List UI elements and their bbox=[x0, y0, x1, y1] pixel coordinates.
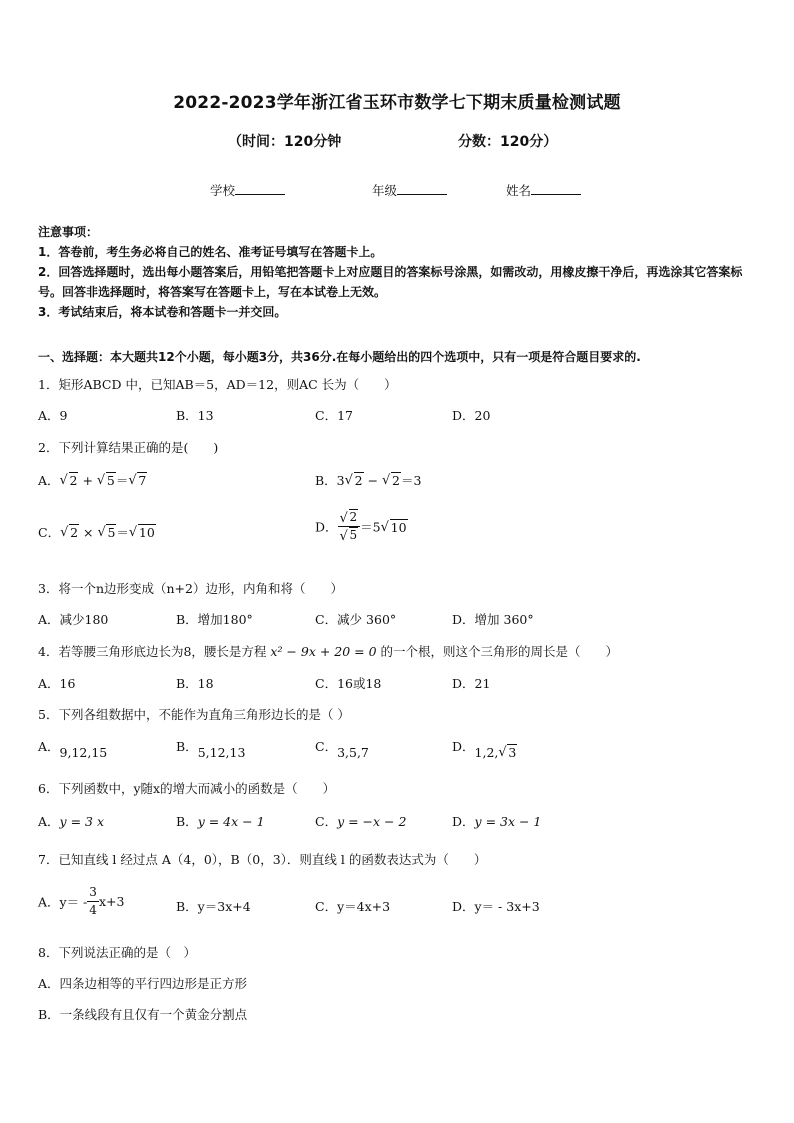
option-c: C．3,5,7 bbox=[315, 739, 369, 760]
school-field: 学校 bbox=[210, 181, 285, 199]
section-heading: 一、选择题：本大题共12个小题，每小题3分，共36分.在每小题给出的四个选项中，只有一项是符合题目要求的. bbox=[38, 350, 641, 364]
notice-item: 3．考试结束后，将本试卷和答题卡一并交回。 bbox=[38, 305, 287, 319]
option-b: B．3 √ 2 − √ 2＝3 bbox=[315, 473, 422, 488]
notice-heading: 注意事项： bbox=[38, 225, 99, 239]
question-stem: 5．下列各组数据中，不能作为直角三角形边长的是（ ） bbox=[38, 707, 350, 722]
option-d: D．21 bbox=[452, 676, 491, 691]
option-a: A．9,12,15 bbox=[38, 739, 108, 760]
question-stem: 7．已知直线 l 经过点 A（4，0），B（0，3）．则直线 l 的函数表达式为（ ） bbox=[38, 852, 487, 867]
option-d: D． √ 2 √ 5 ＝5 √ 10 bbox=[315, 510, 407, 544]
option-c: C．y＝4x+3 bbox=[315, 899, 391, 914]
question-stem: 1．矩形ABCD 中，已知AB＝5，AD＝12，则AC 长为（ ） bbox=[38, 377, 397, 392]
option-b: B．5,12,13 bbox=[176, 739, 246, 760]
option-d: D．1,2, √ 3 bbox=[452, 739, 517, 760]
name-blank[interactable] bbox=[531, 182, 581, 195]
question-stem: 2．下列计算结果正确的是( ) bbox=[38, 440, 219, 455]
option-c: C．y = −x − 2 bbox=[315, 814, 407, 829]
option-a: A．四条边相等的平行四边形是正方形 bbox=[38, 976, 248, 991]
school-blank[interactable] bbox=[235, 182, 285, 195]
notice-block bbox=[38, 222, 760, 322]
option-a: A．9 bbox=[38, 408, 68, 423]
question-stem: 4．若等腰三角形底边长为8，腰长是方程 x² − 9x + 20 = 0 的一个根，则这个三角形的周长是（ ） bbox=[38, 644, 619, 659]
name-field: 姓名 bbox=[506, 181, 581, 199]
option-c: C．16或18 bbox=[315, 676, 382, 691]
exam-time: （时间：120分钟 bbox=[228, 134, 342, 150]
option-d: D．y＝ - 3x+3 bbox=[452, 899, 540, 914]
option-a: A． √ 2 + √ 5＝ √ 7 bbox=[38, 473, 147, 488]
option-a: A．y＝ - $\frac{3}{4}$ x+3 bbox=[38, 885, 125, 917]
option-d: D．增加 360° bbox=[452, 612, 534, 627]
option-b: B．13 bbox=[176, 408, 214, 423]
grade-blank[interactable] bbox=[397, 182, 447, 195]
option-b: B．一条线段有且仅有一个黄金分割点 bbox=[38, 1007, 248, 1022]
question-stem: 6．下列函数中，y随x的增大而减小的函数是（ ） bbox=[38, 781, 336, 796]
notice-item: 2．回答选择题时，选出每小题答案后，用铅笔把答题卡上对应题目的答案标号涂黑，如需改动，用橡皮擦干净后，再选涂其它答案标号。回答非选择题时，将答案写在答题卡上，写在本试卷上无效。 bbox=[38, 265, 743, 299]
option-c: C．17 bbox=[315, 408, 353, 423]
option-d: D．y = 3x − 1 bbox=[452, 814, 542, 829]
option-d: D．20 bbox=[452, 408, 491, 423]
grade-field: 年级 bbox=[372, 181, 447, 199]
option-c: C．减少 360° bbox=[315, 612, 397, 627]
option-b: B．18 bbox=[176, 676, 214, 691]
page-title: 2022-2023学年浙江省玉环市数学七下期末质量检测试题 bbox=[173, 93, 621, 113]
option-b: B．y = 4x − 1 bbox=[176, 814, 265, 829]
option-a: A．y = 3 x bbox=[38, 814, 104, 829]
option-a: A．减少180 bbox=[38, 612, 109, 627]
option-b: B．增加180° bbox=[176, 612, 253, 627]
exam-score: 分数：120分） bbox=[458, 134, 558, 150]
question-stem: 3．将一个n边形变成（n+2）边形，内角和将（ ） bbox=[38, 581, 343, 596]
question-stem: 8．下列说法正确的是（ ） bbox=[38, 945, 196, 960]
option-c: C． √ 2 × √ 5＝ √ 10 bbox=[38, 525, 155, 540]
option-b: B．y＝3x+4 bbox=[176, 899, 251, 914]
notice-item: 1．答卷前，考生务必将自己的姓名、准考证号填写在答题卡上。 bbox=[38, 245, 383, 259]
option-a: A．16 bbox=[38, 676, 76, 691]
